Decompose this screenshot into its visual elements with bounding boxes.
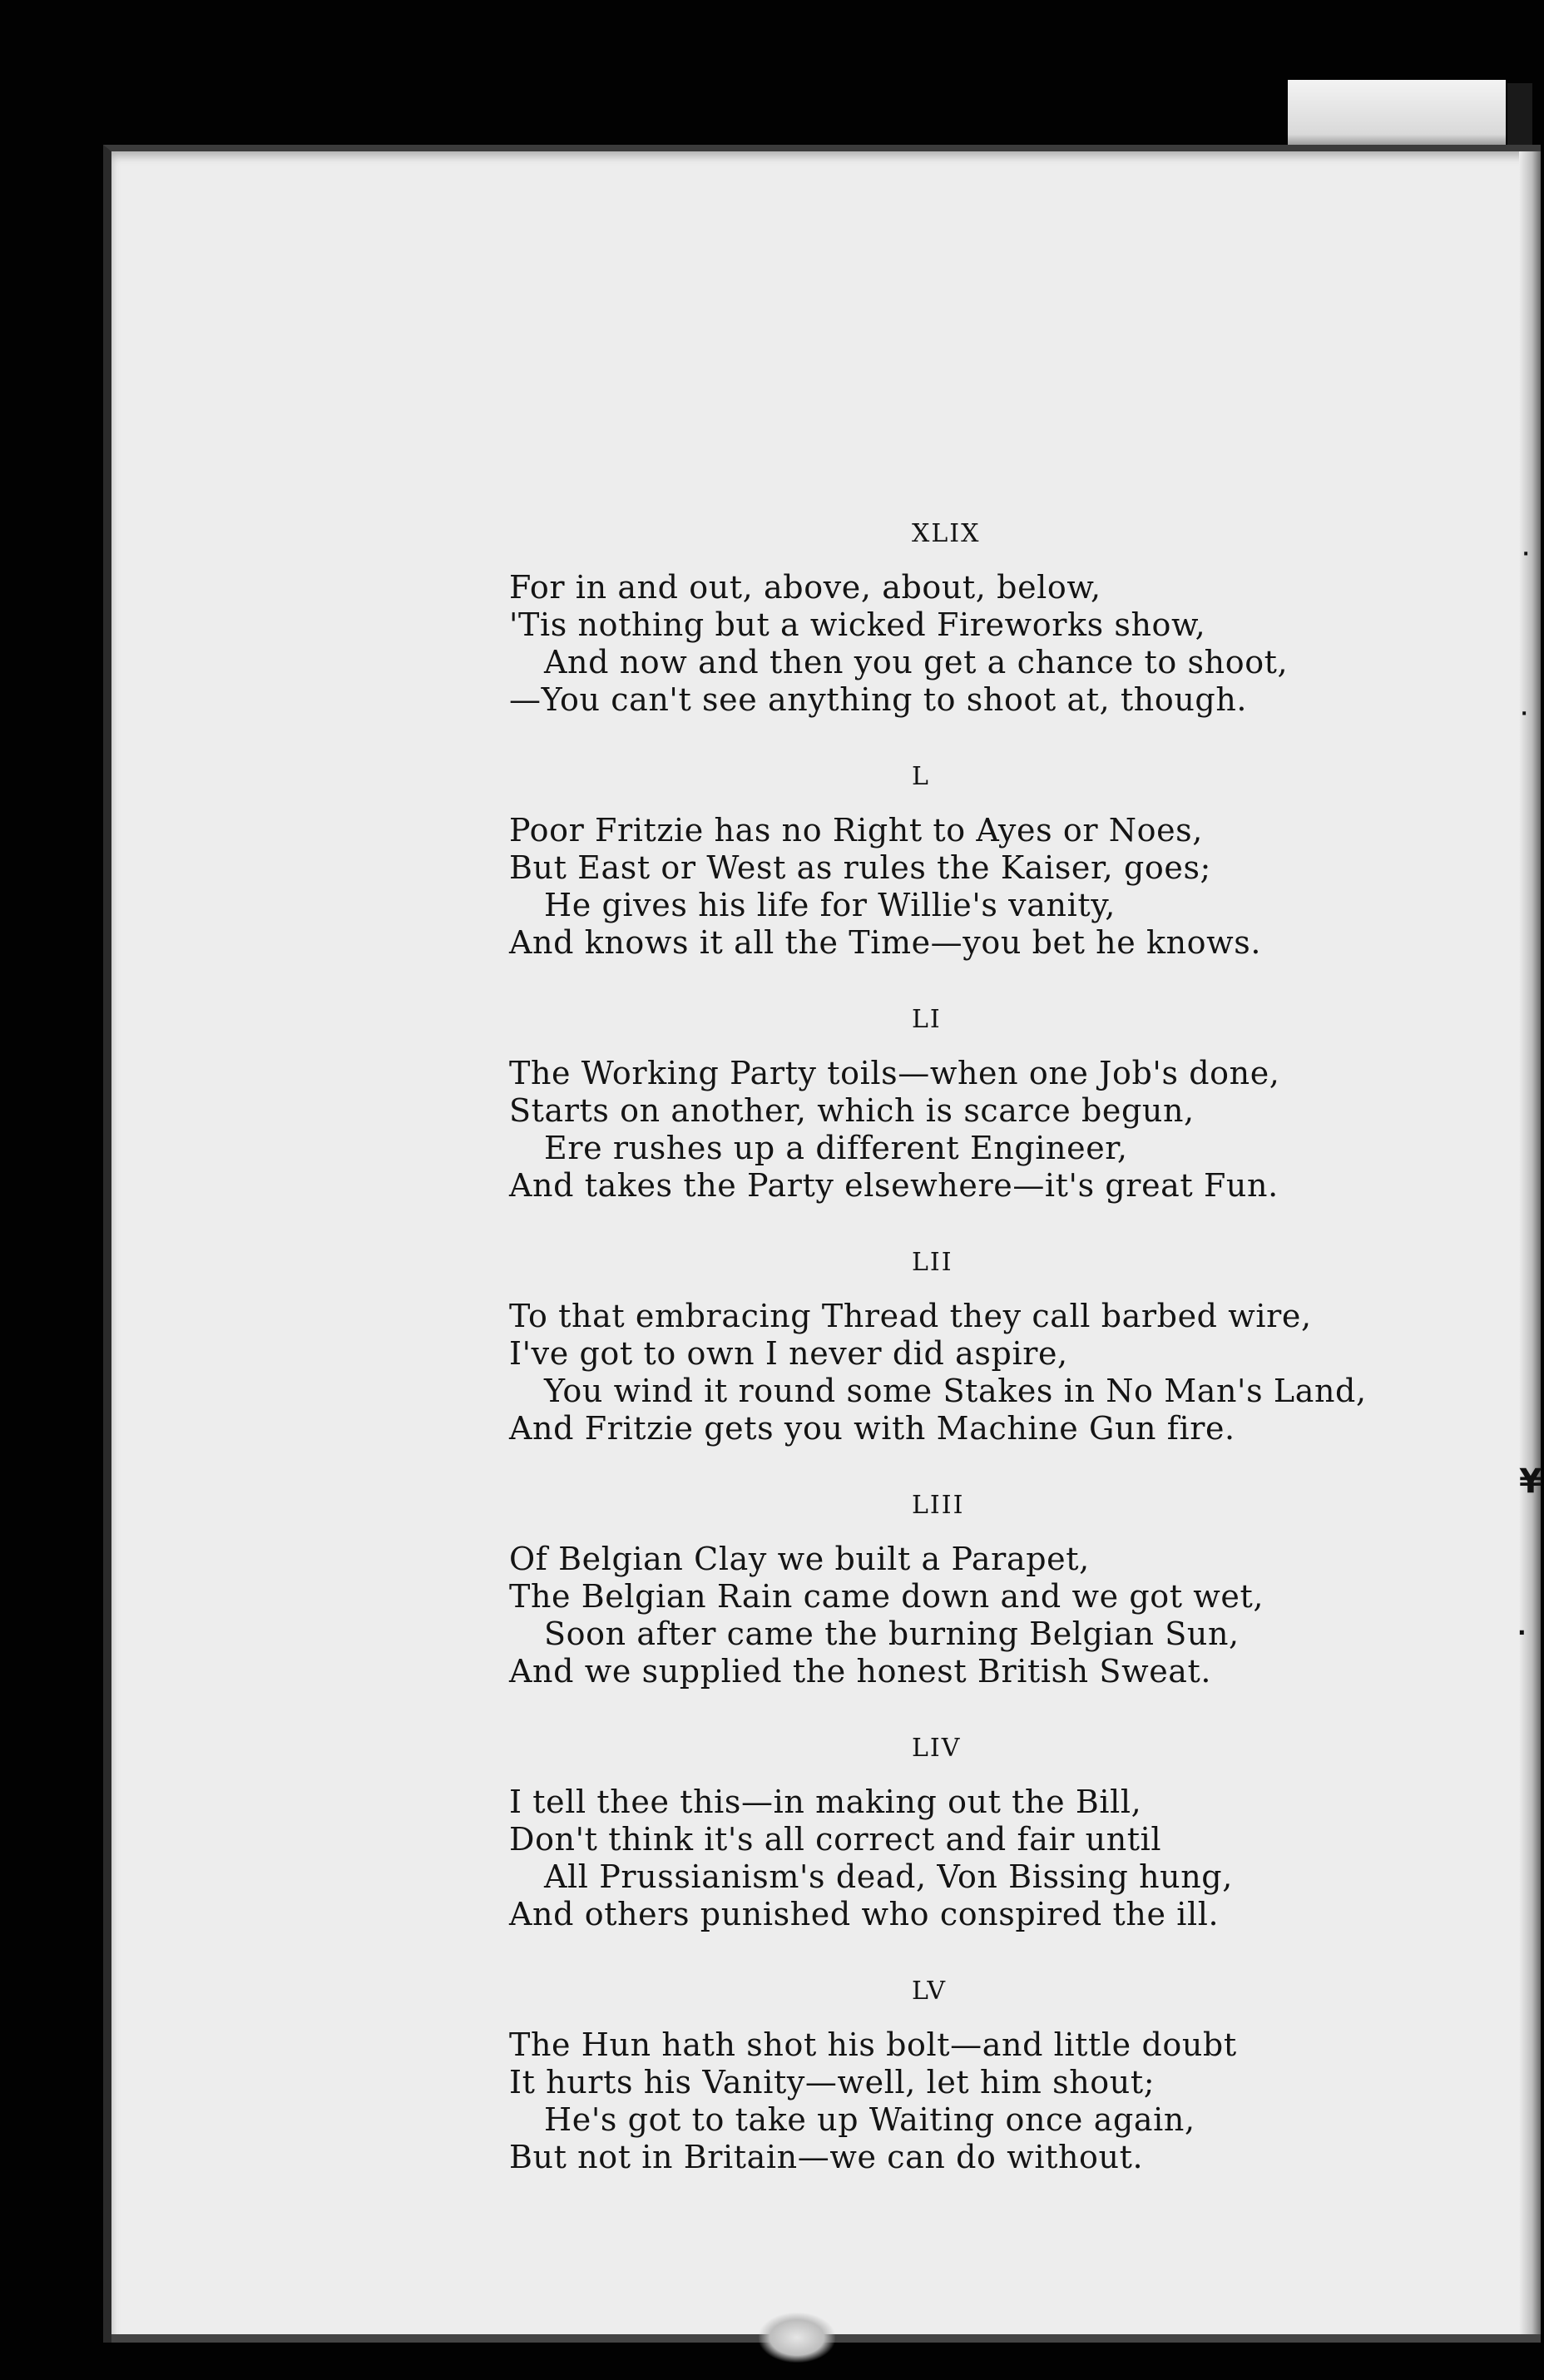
verse-line: And others punished who conspired the ill. [509,1896,1220,1932]
stanza-numeral: LII [912,1248,953,1277]
verse-line: The Belgian Rain came down and we got wet, [509,1578,1264,1615]
verse-line: To that embracing Thread they call barbed wire, [509,1298,1312,1334]
bleed-through-mark: · [1521,704,1528,725]
verse-line: Don't think it's all correct and fair until [509,1821,1162,1858]
paper-damage-blot [759,2313,835,2363]
stanza-lv [509,1975,1457,2218]
stanza-liii [509,1489,1457,1732]
verse-line: And knows it all the Time—you bet he knows. [509,924,1262,961]
verse-line: He's got to take up Waiting once again, [544,2101,1195,2138]
verse-line: But East or West as rules the Kaiser, goes; [509,849,1211,886]
verse-line: It hurts his Vanity—well, let him shout; [509,2064,1156,2100]
verse-line: Starts on another, which is scarce begun, [509,1092,1195,1129]
verse-line: You wind it round some Stakes in No Man's Land, [544,1373,1367,1409]
bleed-through-mark: · [1522,544,1530,565]
verse-line: —You can't see anything to shoot at, though. [509,681,1248,718]
verse-line: Ere rushes up a different Engineer, [544,1130,1128,1166]
bleed-through-mark: ¥ [1519,1462,1542,1501]
verse-line: 'Tis nothing but a wicked Fireworks show, [509,606,1206,643]
verse-line: The Working Party toils—when one Job's done, [509,1055,1280,1091]
stanza-numeral: LV [912,1977,948,2006]
stanza-xlix [509,517,1457,760]
verse-line: For in and out, above, about, below, [509,569,1101,606]
verse-line: And we supplied the honest British Sweat. [509,1653,1212,1690]
stanza-l [509,760,1457,1003]
stanza-numeral: LIV [912,1734,962,1763]
verse-line: Soon after came the burning Belgian Sun, [544,1616,1240,1652]
stanza-liv [509,1732,1457,1975]
stanza-lii [509,1246,1457,1489]
verse-line: Poor Fritzie has no Right to Ayes or Noes, [509,812,1203,849]
stanza-li [509,1003,1457,1246]
verse-line: I've got to own I never did aspire, [509,1335,1068,1372]
page-gutter-shadow [1519,151,1541,2343]
poem-body [509,517,1457,2218]
book-page [103,145,1541,2343]
stanza-numeral: L [912,762,930,791]
bleed-through-mark: · [1517,1619,1527,1646]
stanza-numeral: LI [912,1005,942,1034]
verse-line: But not in Britain—we can do without. [509,2139,1144,2175]
stanza-numeral: XLIX [912,519,981,548]
stanza-numeral: LIII [912,1491,965,1520]
verse-line: He gives his life for Willie's vanity, [544,887,1116,923]
verse-line: And now and then you get a chance to shoot, [544,644,1289,680]
verse-line: Of Belgian Clay we built a Parapet, [509,1541,1090,1577]
verse-line: I tell thee this—in making out the Bill, [509,1784,1142,1820]
verse-line: And takes the Party elsewhere—it's great Fun. [509,1167,1279,1204]
adjacent-page-corner [1288,80,1506,148]
verse-line: All Prussianism's dead, Von Bissing hung, [544,1858,1233,1895]
verse-line: The Hun hath shot his bolt—and little doubt [509,2026,1237,2063]
verse-line: And Fritzie gets you with Machine Gun fire. [509,1410,1235,1447]
